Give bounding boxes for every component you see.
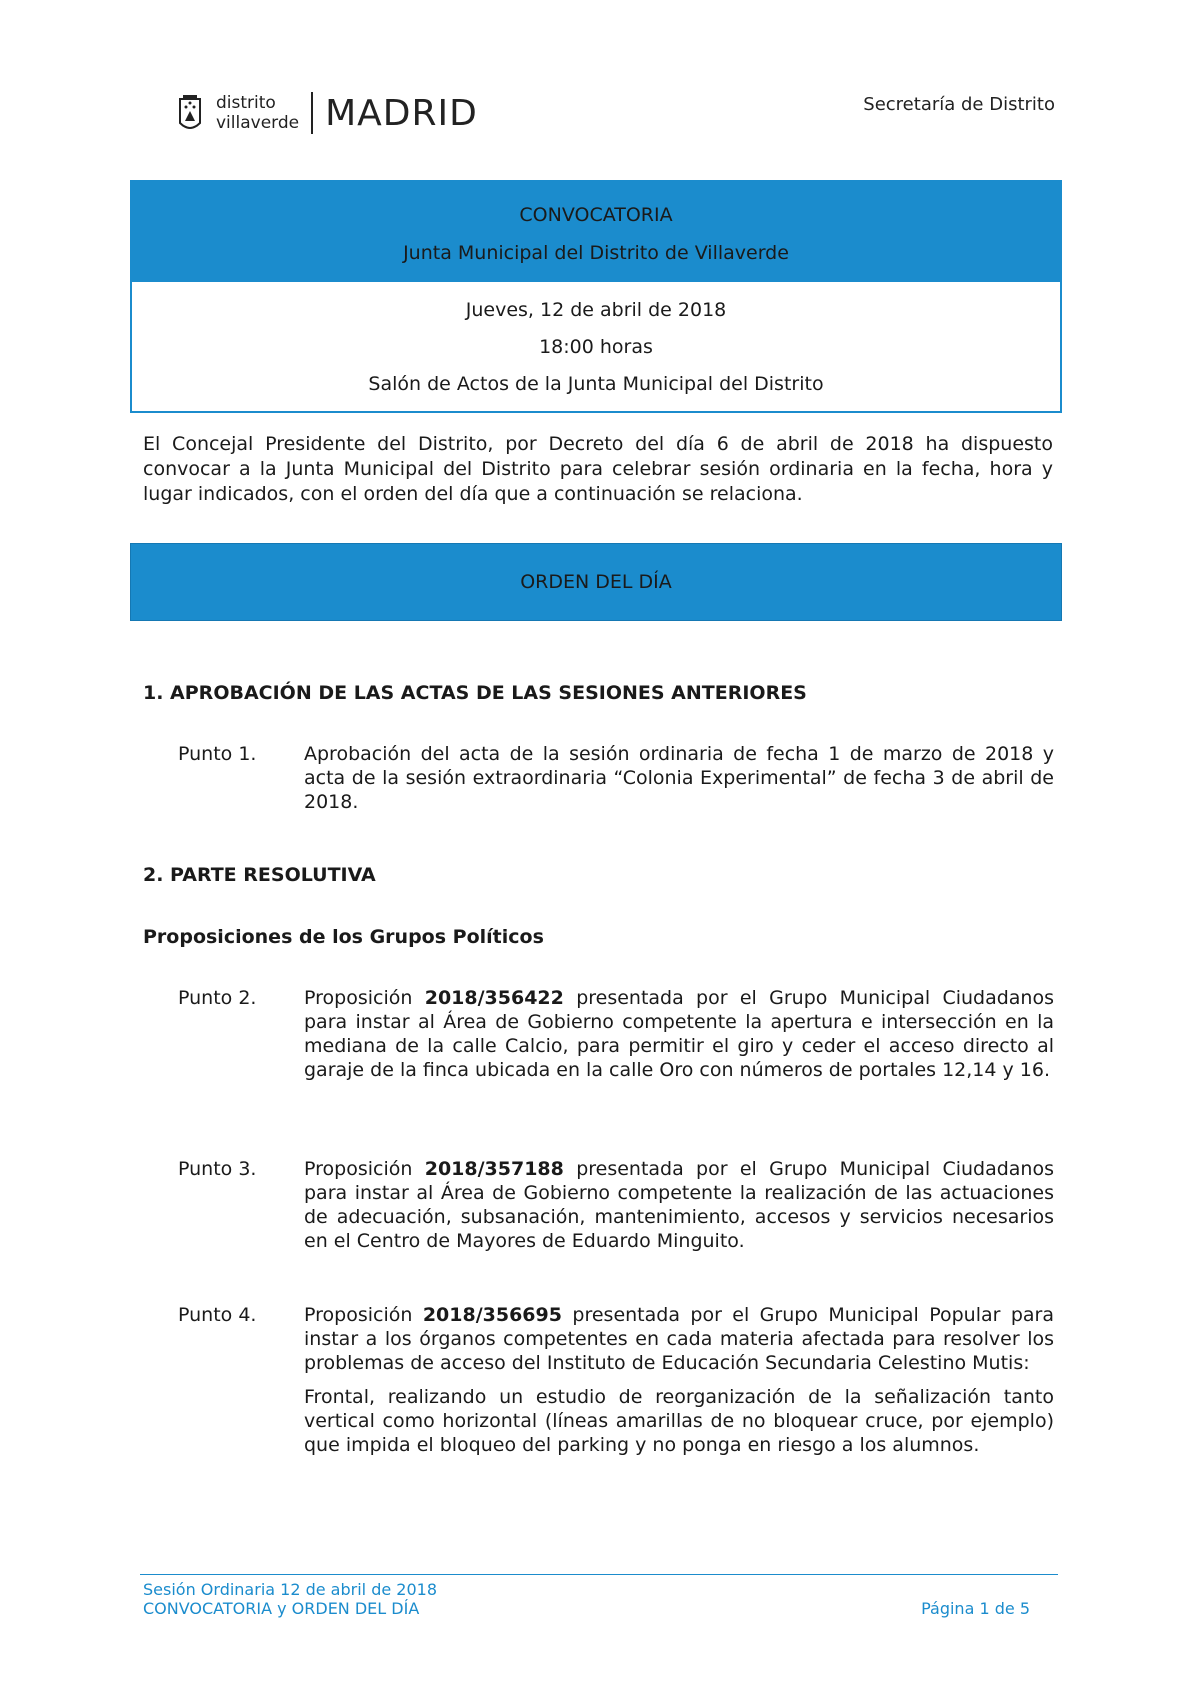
page-number: Página 1 de 5 bbox=[921, 1599, 1030, 1618]
convocatoria-time: 18:00 horas bbox=[539, 336, 653, 358]
punto-3-number: 2018/357188 bbox=[424, 1158, 564, 1180]
punto-3-body: presentada por el Grupo Municipal Ciudadanos para instar al Área de Gobierno competente la realización de las actuaciones de adecuación, subsanación, mantenimiento, accesos y servicios necesarios en el Centro de Mayores de Eduardo Minguito. bbox=[304, 1158, 1055, 1252]
convocatoria-date: Jueves, 12 de abril de 2018 bbox=[465, 299, 727, 321]
logo-line-1: distrito bbox=[216, 93, 276, 113]
punto-4 bbox=[178, 1303, 1054, 1467]
punto-4-number: 2018/356695 bbox=[422, 1304, 562, 1326]
punto-2 bbox=[178, 986, 1054, 1082]
section-2-subtitle: Proposiciones de los Grupos Políticos bbox=[143, 926, 544, 948]
footer-divider bbox=[140, 1574, 1058, 1575]
footer-session-info bbox=[143, 1580, 437, 1618]
district-logo bbox=[178, 90, 478, 136]
logo-city: MADRID bbox=[325, 92, 478, 134]
punto-3 bbox=[178, 1157, 1054, 1253]
convocatoria-title: CONVOCATORIA bbox=[519, 204, 673, 226]
punto-1-text: Aprobación del acta de la sesión ordinaria de fecha 1 de marzo de 2018 y acta de la sesión extraordinaria “Colonia Experimental” de fecha 3 de abril de 2018. bbox=[304, 743, 1054, 813]
punto-2-prefix: Proposición bbox=[304, 987, 413, 1009]
convocatoria-box bbox=[130, 180, 1062, 413]
logo-separator bbox=[311, 92, 313, 134]
punto-3-label: Punto 3. bbox=[178, 1158, 257, 1180]
punto-2-body: presentada por el Grupo Municipal Ciudadanos para instar al Área de Gobierno competente la apertura e intersección en la mediana de la calle Calcio, para permitir el giro y ceder el acceso directo al garaje de la finca ubicada en la calle Oro con números de portales 12,14 y 16. bbox=[304, 987, 1055, 1081]
punto-4-text bbox=[304, 1303, 1054, 1467]
footer-line-2: CONVOCATORIA y ORDEN DEL DÍA bbox=[143, 1599, 420, 1618]
punto-2-text bbox=[304, 986, 1054, 1082]
section-1-title: 1. APROBACIÓN DE LAS ACTAS DE LAS SESIONES ANTERIORES bbox=[143, 682, 807, 704]
punto-1-label: Punto 1. bbox=[178, 743, 257, 765]
madrid-coat-of-arms-icon bbox=[178, 93, 202, 133]
logo-district-text bbox=[216, 93, 299, 133]
punto-4-body: presentada por el Grupo Municipal Popular para instar a los órganos competentes en cada materia afectada para resolver los problemas de acceso del Instituto de Educación Secundaria Celestino Mutis: bbox=[304, 1304, 1055, 1374]
intro-paragraph: El Concejal Presidente del Distrito, por Decreto del día 6 de abril de 2018 ha dispuesto convocar a la Junta Municipal del Distrito para celebrar sesión ordinaria en la fecha, hora y lugar indicados, con el orden del día que a continuación se relaciona. bbox=[143, 433, 1053, 505]
orden-del-dia-title: ORDEN DEL DÍA bbox=[520, 571, 672, 593]
orden-del-dia-banner bbox=[130, 543, 1062, 621]
punto-3-text bbox=[304, 1157, 1054, 1253]
header-department: Secretaría de Distrito bbox=[863, 94, 1055, 115]
footer-line-1: Sesión Ordinaria 12 de abril de 2018 bbox=[143, 1580, 437, 1599]
punto-4-prefix: Proposición bbox=[304, 1304, 413, 1326]
convocatoria-place: Salón de Actos de la Junta Municipal del Distrito bbox=[368, 373, 824, 395]
convocatoria-header bbox=[132, 182, 1060, 282]
punto-1 bbox=[178, 742, 1054, 814]
convocatoria-details bbox=[132, 282, 1060, 411]
punto-3-prefix: Proposición bbox=[304, 1158, 413, 1180]
convocatoria-subtitle: Junta Municipal del Distrito de Villaverde bbox=[403, 242, 789, 264]
punto-4-paragraph-2: Frontal, realizando un estudio de reorganización de la señalización tanto vertical como horizontal (líneas amarillas de no bloquear cruce, por ejemplo) que impida el bloqueo del parking y no ponga en riesgo a los alumnos. bbox=[304, 1386, 1054, 1456]
logo-line-2: villaverde bbox=[216, 113, 300, 133]
section-2-title: 2. PARTE RESOLUTIVA bbox=[143, 864, 376, 886]
punto-4-paragraph-1 bbox=[304, 1303, 1054, 1375]
punto-2-number: 2018/356422 bbox=[424, 987, 564, 1009]
punto-2-label: Punto 2. bbox=[178, 987, 257, 1009]
punto-4-label: Punto 4. bbox=[178, 1304, 257, 1326]
